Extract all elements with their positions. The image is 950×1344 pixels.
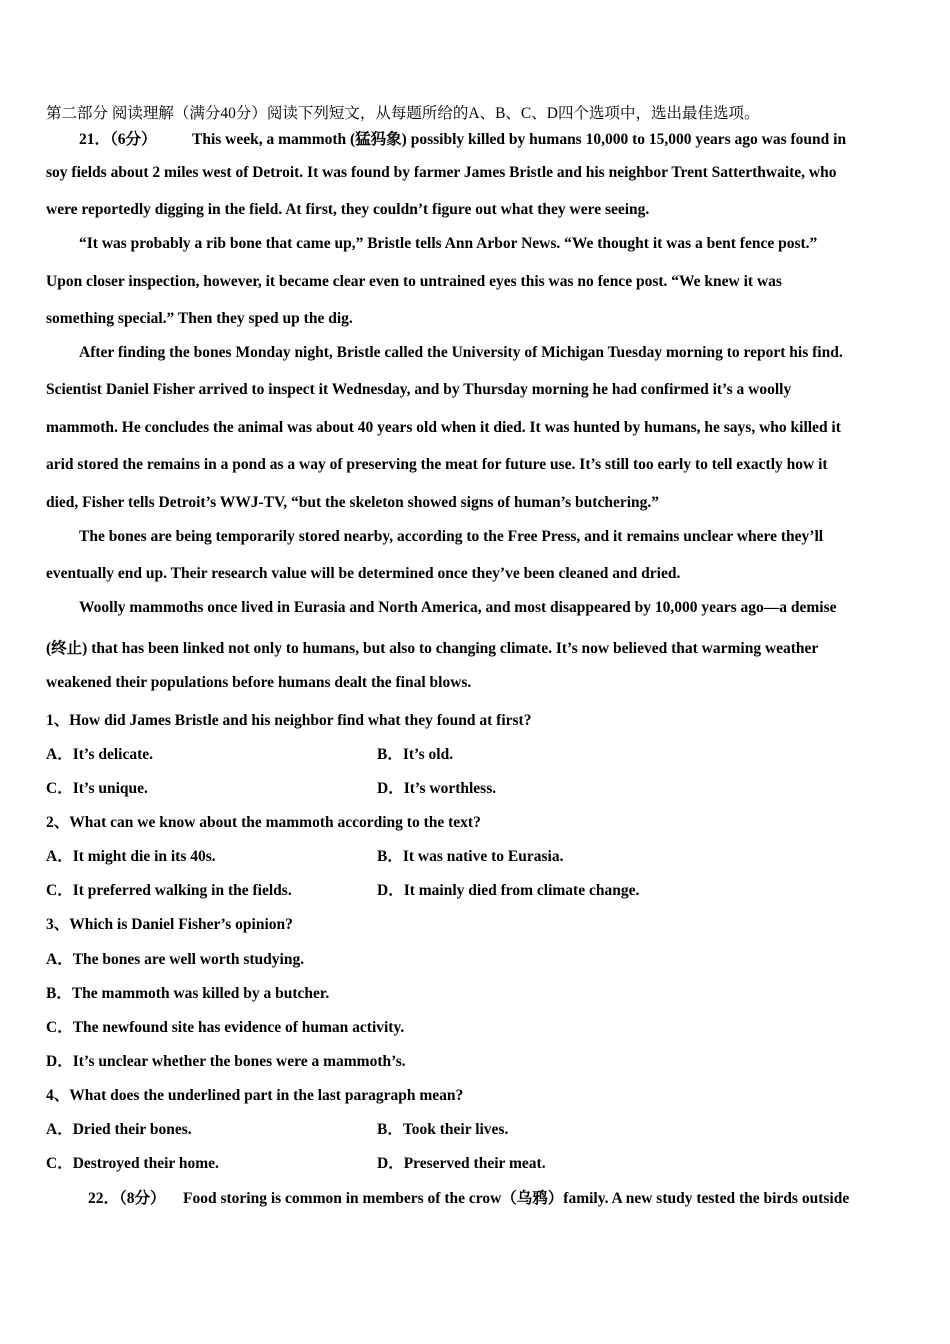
passage-line: something special.” Then they sped up the dig. (46, 310, 353, 327)
question-stem: 3、Which is Daniel Fisher’s opinion? (46, 916, 293, 933)
passage-line: were reportedly digging in the field. At first, they couldn’t figure out what they were seeing. (46, 201, 650, 218)
question-stem: 1、How did James Bristle and his neighbor find what they found at first? (46, 712, 532, 729)
passage-line: Food storing is common in members of the crow（乌鸦）family. A new study tested the birds outside (183, 1190, 850, 1207)
passage-line: After finding the bones Monday night, Bristle called the University of Michigan Tuesday morning to report his find. (79, 344, 843, 361)
option-d: D．It’s worthless. (377, 780, 497, 797)
option-c: C．The newfound site has evidence of human activity. (46, 1019, 405, 1036)
passage-line: died, Fisher tells Detroit’s WWJ-TV, “but the skeleton showed signs of human’s butchering.” (46, 494, 660, 511)
passage-22-number: 22．（8分） (88, 1190, 166, 1207)
option-c: C．It’s unique. (46, 780, 148, 797)
passage-line: Scientist Daniel Fisher arrived to inspect it Wednesday, and by Thursday morning he had confirmed it’s a woolly (46, 381, 792, 398)
option-b: B．Took their lives. (377, 1121, 509, 1138)
passage-line: Woolly mammoths once lived in Eurasia and North America, and most disappeared by 10,000 years ago—a demise (79, 599, 837, 616)
option-a: A．The bones are well worth studying. (46, 951, 305, 968)
option-b: B．The mammoth was killed by a butcher. (46, 985, 330, 1002)
passage-line: This week, a mammoth (猛犸象) possibly killed by humans 10,000 to 15,000 years ago was found in (192, 131, 847, 148)
question-stem: 2、What can we know about the mammoth according to the text? (46, 814, 481, 831)
passage-line: “It was probably a rib bone that came up,” Bristle tells Ann Arbor News. “We thought it was a bent fence post.” (79, 235, 818, 252)
section-title: 第二部分 阅读理解（满分40分）阅读下列短文，从每题所给的A、B、C、D四个选项中，选出最佳选项。 (46, 105, 760, 122)
option-c: C．Destroyed their home. (46, 1155, 219, 1172)
option-d: D．Preserved their meat. (377, 1155, 546, 1172)
passage-line: weakened their populations before humans dealt the final blows. (46, 674, 472, 691)
passage-line: mammoth. He concludes the animal was about 40 years old when it died. It was hunted by humans, he says, who killed it (46, 419, 841, 436)
option-b: B．It was native to Eurasia. (377, 848, 564, 865)
passage-line: eventually end up. Their research value will be determined once they’ve been cleaned and dried. (46, 565, 681, 582)
question-stem: 4、What does the underlined part in the last paragraph mean? (46, 1087, 464, 1104)
option-a: A．It’s delicate. (46, 746, 154, 763)
option-c: C．It preferred walking in the fields. (46, 882, 292, 899)
option-a: A．It might die in its 40s. (46, 848, 216, 865)
option-d: D．It’s unclear whether the bones were a mammoth’s. (46, 1053, 406, 1070)
passage-line: soy fields about 2 miles west of Detroit. It was found by farmer James Bristle and his neighbor Trent Satterthwaite, who (46, 164, 837, 181)
option-a: A．Dried their bones. (46, 1121, 192, 1138)
passage-line: Upon closer inspection, however, it became clear even to untrained eyes this was no fence post. “We knew it was (46, 273, 782, 290)
passage-line: The bones are being temporarily stored nearby, according to the Free Press, and it remains unclear where they’ll (79, 528, 824, 545)
passage-line: arid stored the remains in a pond as a way of preserving the meat for future use. It’s still too early to tell exactly how it (46, 456, 828, 473)
option-b: B．It’s old. (377, 746, 454, 763)
passage-line: (终止) that has been linked not only to humans, but also to changing climate. It’s now believed that warming weather (46, 640, 819, 657)
passage-21-number: 21．（6分） (79, 131, 157, 148)
option-d: D．It mainly died from climate change. (377, 882, 640, 899)
